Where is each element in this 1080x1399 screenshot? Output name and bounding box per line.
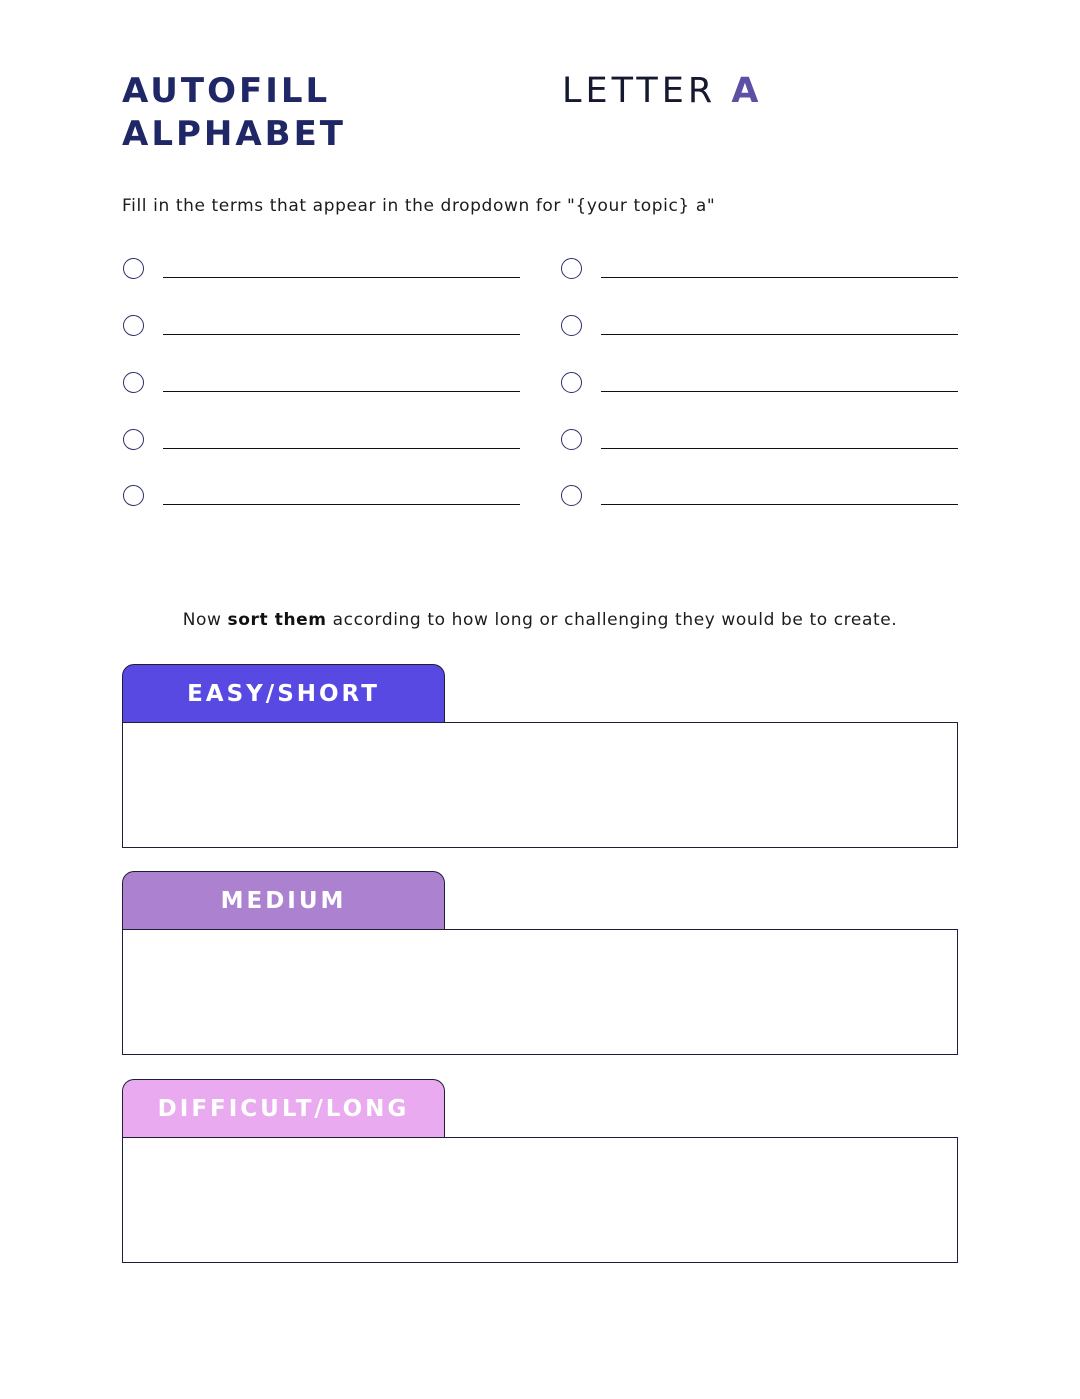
checkbox-circle-icon[interactable]	[123, 372, 144, 393]
title-line-2: ALPHABET	[122, 114, 346, 154]
category-tab-medium: MEDIUM	[122, 871, 445, 929]
answer-line[interactable]	[601, 448, 958, 449]
sort-prefix: Now	[182, 610, 228, 630]
letter-label: LETTER	[562, 71, 717, 111]
category-box-difficult[interactable]	[122, 1137, 958, 1263]
answer-line[interactable]	[163, 277, 520, 278]
answer-line[interactable]	[601, 391, 958, 392]
checkbox-circle-icon[interactable]	[561, 372, 582, 393]
checkbox-circle-icon[interactable]	[123, 315, 144, 336]
answer-line[interactable]	[601, 504, 958, 505]
answer-line[interactable]	[601, 334, 958, 335]
answer-line[interactable]	[163, 391, 520, 392]
category-tab-difficult: DIFFICULT/LONG	[122, 1079, 445, 1137]
checkbox-circle-icon[interactable]	[561, 315, 582, 336]
checkbox-circle-icon[interactable]	[561, 485, 582, 506]
checkbox-circle-icon[interactable]	[123, 258, 144, 279]
answer-line[interactable]	[163, 334, 520, 335]
answer-line[interactable]	[601, 277, 958, 278]
category-tab-easy: EASY/SHORT	[122, 664, 445, 722]
sort-bold: sort them	[227, 610, 327, 630]
instructions-text: Fill in the terms that appear in the dropdown for "{your topic} a"	[122, 196, 716, 216]
sort-suffix: according to how long or challenging they would be to create.	[326, 610, 898, 630]
checkbox-circle-icon[interactable]	[561, 258, 582, 279]
checkbox-circle-icon[interactable]	[123, 429, 144, 450]
letter-heading	[562, 70, 762, 113]
category-box-medium[interactable]	[122, 929, 958, 1055]
category-box-easy[interactable]	[122, 722, 958, 848]
title-line-1: AUTOFILL	[122, 71, 331, 111]
sort-instructions	[0, 610, 1080, 630]
worksheet-title	[122, 70, 346, 156]
checkbox-circle-icon[interactable]	[561, 429, 582, 450]
answer-line[interactable]	[163, 504, 520, 505]
answer-line[interactable]	[163, 448, 520, 449]
letter-value: A	[731, 71, 763, 111]
checkbox-circle-icon[interactable]	[123, 485, 144, 506]
